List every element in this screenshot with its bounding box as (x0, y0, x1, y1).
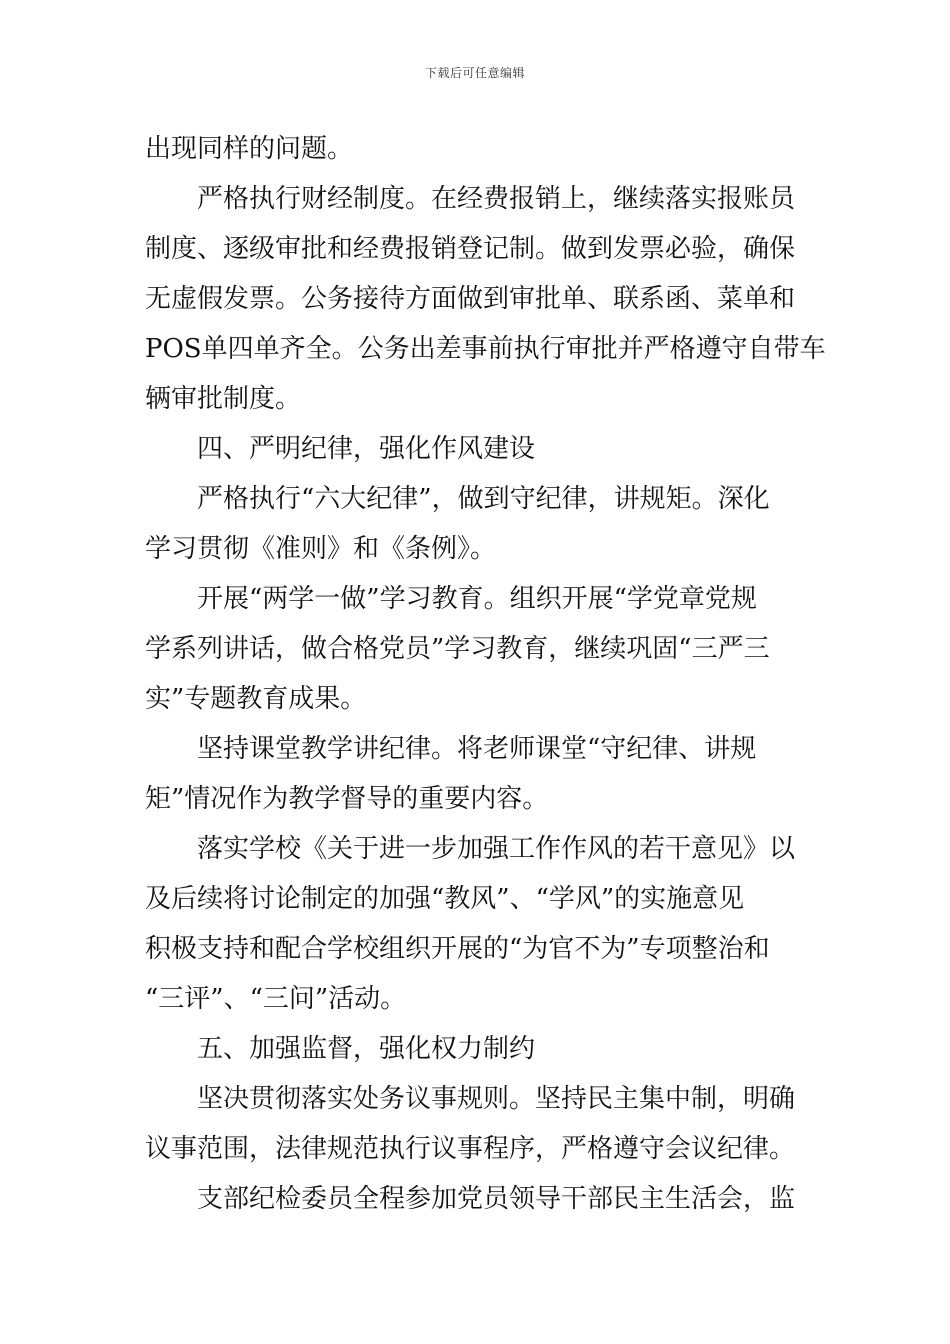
paragraph-start: 严格执行“六大纪律”，做到守纪律，讲规矩。深化 (197, 484, 770, 514)
document-body (145, 124, 826, 1224)
text-line: 出现同样的问题。 (145, 134, 354, 164)
paragraph-start: 支部纪检委员全程参加党员领导干部民主生活会，监 (197, 1184, 796, 1214)
text-line: 学习贯彻《准则》和《条例》。 (145, 534, 497, 564)
page-header: 下载后可任意编辑 (424, 66, 525, 80)
text-line: “三评”、“三问”活动。 (145, 984, 407, 1014)
text-line: 实”专题教育成果。 (145, 684, 367, 714)
text-line: 矩”情况作为教学督导的重要内容。 (145, 784, 549, 814)
paragraph-start: 坚决贯彻落实处务议事规则。坚持民主集中制，明确 (197, 1084, 796, 1114)
section-heading: 五、加强监督，强化权力制约 (197, 1034, 536, 1064)
paragraph-start: 落实学校《关于进一步加强工作作风的若干意见》以 (197, 834, 796, 864)
text-line: POS单四单齐全。公务出差事前执行审批并严格遵守自带车 (145, 334, 826, 364)
text-line: 制度、逐级审批和经费报销登记制。做到发票必验，确保 (145, 234, 796, 264)
paragraph-start: 坚持课堂教学讲纪律。将老师课堂“守纪律、讲规 (197, 734, 757, 764)
text-line: 议事范围，法律规范执行议事程序，严格遵守会议纪律。 (145, 1134, 796, 1164)
paragraph-start: 严格执行财经制度。在经费报销上，继续落实报账员 (197, 184, 796, 214)
text-line: 及后续将讨论制定的加强“教风”、“学风”的实施意见 (145, 884, 745, 914)
text-line: 学系列讲话，做合格党员”学习教育，继续巩固“三严三 (145, 634, 770, 664)
text-line: 辆审批制度。 (145, 384, 302, 414)
paragraph-start: 开展“两学一做”学习教育。组织开展“学党章党规 (197, 584, 757, 614)
text-line: 无虚假发票。公务接待方面做到审批单、联系函、菜单和 (145, 284, 796, 314)
section-heading: 四、严明纪律，强化作风建设 (197, 434, 536, 464)
text-line: 积极支持和配合学校组织开展的“为官不为”专项整治和 (145, 934, 770, 964)
